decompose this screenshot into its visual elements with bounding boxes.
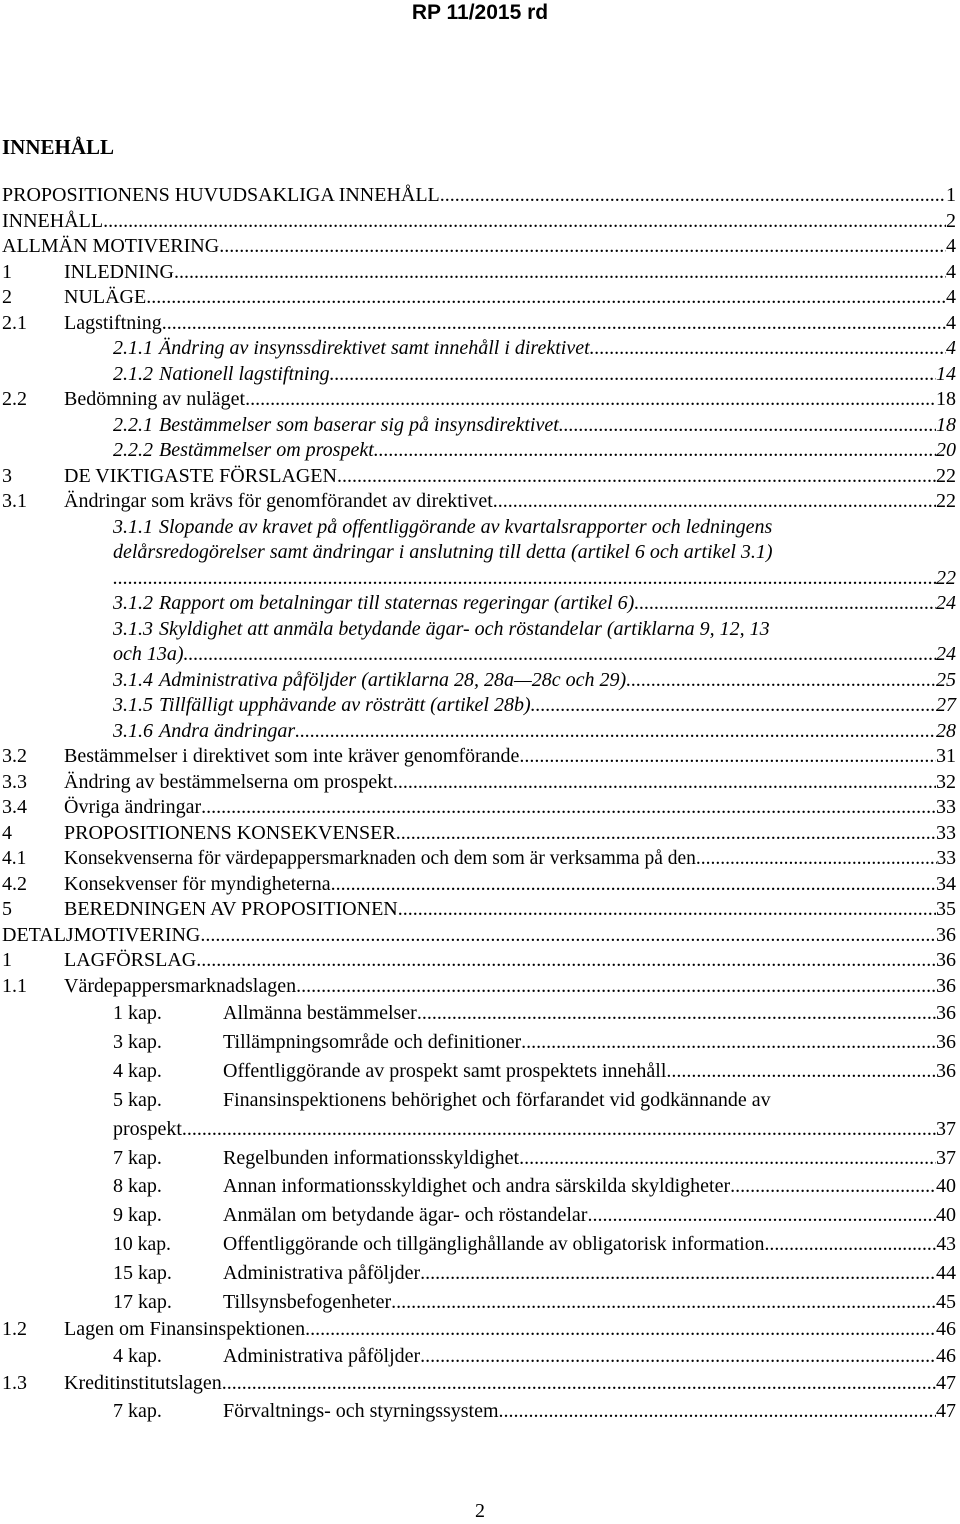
toc-entry-title: PROPOSITIONENS HUVUDSAKLIGA INNEHÅLL <box>2 184 440 206</box>
toc-entry[interactable] <box>0 489 960 515</box>
toc-page-number: 22 <box>936 490 956 512</box>
toc-entry[interactable] <box>0 770 960 796</box>
toc-page-number: 2 <box>946 209 956 232</box>
dot-leader <box>296 974 936 1000</box>
toc-entry-title: Bestämmelser om prospekt <box>159 439 374 461</box>
dot-leader <box>245 387 936 413</box>
dot-leader <box>201 795 936 821</box>
toc-page-number: 45 <box>936 1291 956 1314</box>
toc-entry-title-continuation: och 13a) <box>113 643 184 665</box>
toc-heading: INNEHÅLL <box>2 135 115 159</box>
toc-page-number: 4 <box>946 235 956 257</box>
toc-entry[interactable] <box>0 413 960 439</box>
toc-page-number: 33 <box>936 796 956 818</box>
toc-entry-number: 2.1.1 <box>113 337 153 359</box>
toc-entry[interactable] <box>0 260 960 286</box>
toc-page-number: 22 <box>936 464 956 487</box>
toc-page-number: 4 <box>946 337 956 359</box>
toc-entry[interactable] <box>0 821 960 847</box>
dot-leader <box>420 1259 936 1288</box>
toc-entry-number: 5 <box>2 898 12 920</box>
toc-entry[interactable] <box>0 1288 960 1317</box>
toc-entry-title: Rapport om betalningar till staternas regeringar (artikel 6) <box>159 592 635 614</box>
toc-entry-title: Bestämmelser som baserar sig på insynsdirektivet <box>159 413 559 436</box>
dot-leader <box>764 1230 936 1259</box>
toc-entry-number: 1 <box>2 260 12 283</box>
toc-entry[interactable] <box>0 795 960 821</box>
toc-entry-title-continuation: delårsredogörelser samt ändringar i anslutning till detta (artikel 6 och artikel 3.1) <box>113 541 773 563</box>
toc-entry-title: Nationell lagstiftning <box>159 362 330 385</box>
toc-entry-title: Bedömning av nuläget <box>64 388 246 410</box>
toc-entry-number: 4 kap. <box>113 1059 162 1082</box>
toc-entry[interactable] <box>0 234 960 260</box>
toc-page-number: 25 <box>936 668 956 691</box>
dot-leader <box>184 642 936 668</box>
toc-page-number: 1 <box>946 184 956 206</box>
toc-entry-number: 4.2 <box>2 872 27 895</box>
toc-entry-number: 3.1.5 <box>113 694 153 716</box>
toc-entry-number: 3.1.6 <box>113 719 153 742</box>
toc-entry[interactable] <box>0 438 960 464</box>
dot-leader <box>174 260 946 286</box>
toc-entry-title: Bestämmelser i direktivet som inte kräver genomförande <box>64 745 520 767</box>
toc-entry[interactable] <box>0 1028 960 1057</box>
toc-entry[interactable] <box>0 336 960 362</box>
toc-entry-title: Konsekvenserna för värdepappersmarknaden och dem som är verksamma på den <box>64 848 696 869</box>
toc-entry-number: 1.2 <box>2 1317 27 1340</box>
dot-leader <box>196 948 936 974</box>
dot-leader <box>162 311 946 337</box>
dot-leader <box>696 846 937 872</box>
toc-entry[interactable] <box>0 974 960 1000</box>
toc-entry-title: Kreditinstitutslagen <box>64 1372 222 1395</box>
toc-page-number: 31 <box>936 745 956 767</box>
toc-entry-number: 1.3 <box>2 1372 27 1395</box>
toc-entry-title: Förvaltnings- och styrningssystem <box>223 1399 499 1422</box>
dot-leader <box>499 1397 936 1426</box>
toc-entry-number: 9 kap. <box>113 1204 162 1227</box>
toc-entry[interactable] <box>0 515 960 592</box>
toc-entry-title: Lagen om Finansinspektionen <box>64 1317 306 1340</box>
toc-entry[interactable] <box>0 1201 960 1230</box>
toc-page-number: 14 <box>936 362 956 385</box>
toc-entry-title: Offentliggörande av prospekt samt prospektets innehåll <box>223 1059 667 1082</box>
toc-entry[interactable] <box>0 311 960 337</box>
toc-entry-number: 10 kap. <box>113 1233 171 1256</box>
toc-entry-title: Administrativa påföljder <box>223 1345 421 1368</box>
toc-entry-number: 2 <box>2 286 12 308</box>
dot-leader <box>103 209 946 235</box>
toc-entry[interactable] <box>0 846 960 872</box>
toc-entry-number: 3 <box>2 464 12 487</box>
toc-entry[interactable] <box>0 1172 960 1201</box>
dot-leader <box>440 183 946 209</box>
dot-leader <box>200 923 936 949</box>
toc-page-number: 34 <box>936 872 956 895</box>
toc-entry-title: Ändring av bestämmelserna om prospekt <box>64 770 393 793</box>
toc-entry[interactable] <box>0 362 960 388</box>
toc-entry-number: 7 kap. <box>113 1146 162 1169</box>
toc-entry-title: Administrativa påföljder <box>223 1262 421 1285</box>
toc-entry-title: Ändring av insynssdirektivet samt innehåll i direktivet <box>159 337 590 359</box>
toc-page-number: 47 <box>936 1399 956 1422</box>
toc-page-number: 37 <box>936 1117 956 1140</box>
toc-entry[interactable] <box>0 183 960 209</box>
toc-entry-number: 2.1 <box>2 311 27 334</box>
toc-entry[interactable] <box>0 1342 960 1371</box>
toc-page-number: 36 <box>936 1059 956 1082</box>
toc-page-number: 37 <box>936 1146 956 1169</box>
toc-entry[interactable] <box>0 387 960 413</box>
toc-entry-title: DETALJMOTIVERING <box>2 923 201 946</box>
toc-page-number: 24 <box>936 592 956 614</box>
toc-entry[interactable] <box>0 285 960 311</box>
toc-page-number: 46 <box>936 1345 956 1368</box>
toc-entry-number: 3.4 <box>2 796 27 818</box>
toc-entry-number: 3.1.3 <box>113 617 153 640</box>
toc-page-number: 35 <box>936 898 956 920</box>
toc-entry-title: Tillfälligt upphävande av rösträtt (artikel 28b) <box>159 694 531 716</box>
toc-entry-number: 1 <box>2 949 12 971</box>
dot-leader <box>519 1144 936 1173</box>
toc-page-number: 47 <box>936 1372 956 1395</box>
toc-entry[interactable] <box>0 1397 960 1426</box>
toc-entry-number: 2.2.1 <box>113 413 153 436</box>
toc-page-number: 40 <box>936 1175 956 1198</box>
toc-page-number: 43 <box>936 1233 956 1256</box>
toc-page-number: 24 <box>936 643 956 665</box>
toc-entry-title: Slopande av kravet på offentliggörande av kvartalsrapporter och ledningens <box>159 515 773 538</box>
toc-entry-title: Annan informationsskyldighet och andra särskilda skyldigheter <box>223 1175 731 1198</box>
toc-entry-title: Anmälan om betydande ägar- och röstandelar <box>223 1204 588 1227</box>
toc-entry-number: 3.1.4 <box>113 668 153 691</box>
dot-leader <box>587 1201 936 1230</box>
dot-leader <box>559 413 936 439</box>
toc-entry-title: Finansinspektionens behörighet och förfarandet vid godkännande av <box>223 1088 771 1111</box>
toc-entry-number: 1.1 <box>2 974 27 997</box>
dot-leader <box>295 719 936 745</box>
toc-page-number: 18 <box>936 413 956 436</box>
toc-entry-title: Skyldighet att anmäla betydande ägar- och röstandelar (artiklarna 9, 12, 13 <box>159 617 770 640</box>
dot-leader <box>521 1028 936 1057</box>
toc-entry-title: BEREDNINGEN AV PROPOSITIONEN <box>64 898 398 920</box>
toc-entry-number: 3 kap. <box>113 1030 162 1053</box>
toc-entry-number: 15 kap. <box>113 1262 172 1285</box>
toc-page-number: 4 <box>946 260 956 283</box>
dot-leader <box>305 1317 936 1343</box>
toc-page-number: 18 <box>936 388 956 410</box>
toc-page-number: 33 <box>936 821 956 844</box>
dot-leader <box>531 693 936 719</box>
toc-page-number: 27 <box>936 694 956 716</box>
toc-page-number: 33 <box>936 848 956 869</box>
toc-entry-title: NULÄGE <box>64 286 147 308</box>
toc-entry-title: Tillsynsbefogenheter <box>223 1291 392 1314</box>
toc-entry-title: Andra ändringar <box>159 719 296 742</box>
toc-entry-title: Övriga ändringar <box>64 796 202 818</box>
toc-entry-title: INNEHÅLL <box>2 209 104 232</box>
toc-entry[interactable] <box>0 1230 960 1259</box>
dot-leader <box>666 1057 936 1086</box>
toc-entry[interactable] <box>0 872 960 898</box>
toc-entry[interactable] <box>0 719 960 745</box>
toc-page-number: 28 <box>936 719 956 742</box>
toc-entry-number: 3.1.1 <box>113 515 153 538</box>
table-of-contents <box>0 183 960 1426</box>
toc-entry-title: LAGFÖRSLAG <box>64 949 197 971</box>
dot-leader <box>113 566 936 592</box>
toc-entry[interactable] <box>0 948 960 974</box>
toc-page-number: 36 <box>936 1030 956 1053</box>
running-header: RP 11/2015 rd <box>411 1 549 24</box>
toc-entry-title-continuation: prospekt <box>113 1117 182 1140</box>
toc-entry[interactable] <box>0 897 960 923</box>
dot-leader <box>590 336 946 362</box>
toc-page-number: 36 <box>936 974 956 997</box>
toc-entry[interactable] <box>0 1259 960 1288</box>
toc-entry-number: 8 kap. <box>113 1175 162 1198</box>
toc-entry[interactable] <box>0 209 960 235</box>
dot-leader <box>331 872 936 898</box>
toc-entry-number: 2.1.2 <box>113 362 153 385</box>
dot-leader <box>519 744 936 770</box>
toc-page-number: 4 <box>946 286 956 308</box>
toc-entry-number: 4 kap. <box>113 1345 162 1368</box>
toc-entry-title: INLEDNING <box>64 260 174 283</box>
toc-entry-title: Tillämpningsområde och definitioner <box>223 1030 522 1053</box>
toc-page-number: 22 <box>936 566 956 589</box>
toc-entry[interactable] <box>0 1144 960 1173</box>
toc-entry-title: DE VIKTIGASTE FÖRSLAGEN <box>64 464 337 487</box>
toc-entry[interactable] <box>0 617 960 668</box>
dot-leader <box>730 1172 936 1201</box>
page-number: 2 <box>475 1500 485 1522</box>
toc-entry-number: 2.2.2 <box>113 439 153 461</box>
toc-entry[interactable] <box>0 668 960 694</box>
dot-leader <box>393 770 936 796</box>
toc-entry-title: Lagstiftning <box>64 311 162 334</box>
toc-entry-title: Allmänna bestämmelser <box>223 1002 417 1024</box>
toc-entry-number: 3.1 <box>2 490 27 512</box>
toc-entry[interactable] <box>0 1317 960 1343</box>
toc-entry[interactable] <box>0 1086 960 1144</box>
toc-entry-number: 3.2 <box>2 745 27 767</box>
toc-entry[interactable] <box>0 1371 960 1397</box>
toc-page-number: 20 <box>936 439 956 461</box>
toc-entry-number: 3.3 <box>2 770 27 793</box>
toc-entry-title: Ändringar som krävs för genomförandet av direktivet <box>64 490 493 512</box>
dot-leader <box>146 285 946 311</box>
toc-entry-title: Konsekvenser för myndigheterna <box>64 872 331 895</box>
dot-leader <box>634 591 936 617</box>
toc-entry-number: 7 kap. <box>113 1399 162 1422</box>
toc-entry-number: 4 <box>2 821 12 844</box>
dot-leader <box>374 438 936 464</box>
toc-entry[interactable] <box>0 693 960 719</box>
toc-entry-title: Administrativa påföljder (artiklarna 28, 28a—28c och 29) <box>159 668 627 691</box>
toc-entry-number: 2.2 <box>2 388 27 410</box>
toc-entry-number: 3.1.2 <box>113 592 153 614</box>
toc-entry-title: ALLMÄN MOTIVERING <box>2 235 220 257</box>
toc-entry-number: 4.1 <box>2 848 27 869</box>
toc-entry-title: PROPOSITIONENS KONSEKVENSER <box>64 821 396 844</box>
toc-page-number: 44 <box>936 1262 956 1285</box>
toc-page-number: 40 <box>936 1204 956 1227</box>
dot-leader <box>391 1288 936 1317</box>
toc-entry[interactable] <box>0 923 960 949</box>
dot-leader <box>337 464 936 490</box>
toc-entry-title: Värdepappersmarknadslagen <box>64 974 297 997</box>
dot-leader <box>396 821 936 847</box>
dot-leader <box>182 1115 936 1144</box>
dot-leader <box>219 234 946 260</box>
toc-page-number: 32 <box>936 770 956 793</box>
dot-leader <box>330 362 936 388</box>
toc-entry-title: Regelbunden informationsskyldighet <box>223 1146 520 1169</box>
toc-entry-title: Offentliggörande och tillgänglighållande av obligatorisk information <box>223 1233 765 1256</box>
dot-leader <box>420 1342 936 1371</box>
toc-entry[interactable] <box>0 591 960 617</box>
toc-entry[interactable] <box>0 999 960 1028</box>
toc-entry-number: 1 kap. <box>113 1002 162 1024</box>
toc-page-number: 36 <box>936 1002 956 1024</box>
dot-leader <box>493 489 936 515</box>
dot-leader <box>222 1371 936 1397</box>
toc-entry[interactable] <box>0 464 960 490</box>
toc-entry-number: 17 kap. <box>113 1291 172 1314</box>
toc-page-number: 36 <box>936 949 956 971</box>
toc-entry[interactable] <box>0 744 960 770</box>
toc-entry-number: 5 kap. <box>113 1088 162 1111</box>
dot-leader <box>626 668 936 694</box>
dot-leader <box>398 897 936 923</box>
toc-page-number: 46 <box>936 1317 956 1340</box>
toc-page-number: 36 <box>936 923 956 946</box>
toc-entry[interactable] <box>0 1057 960 1086</box>
toc-page-number: 4 <box>946 311 956 334</box>
dot-leader <box>417 999 936 1028</box>
